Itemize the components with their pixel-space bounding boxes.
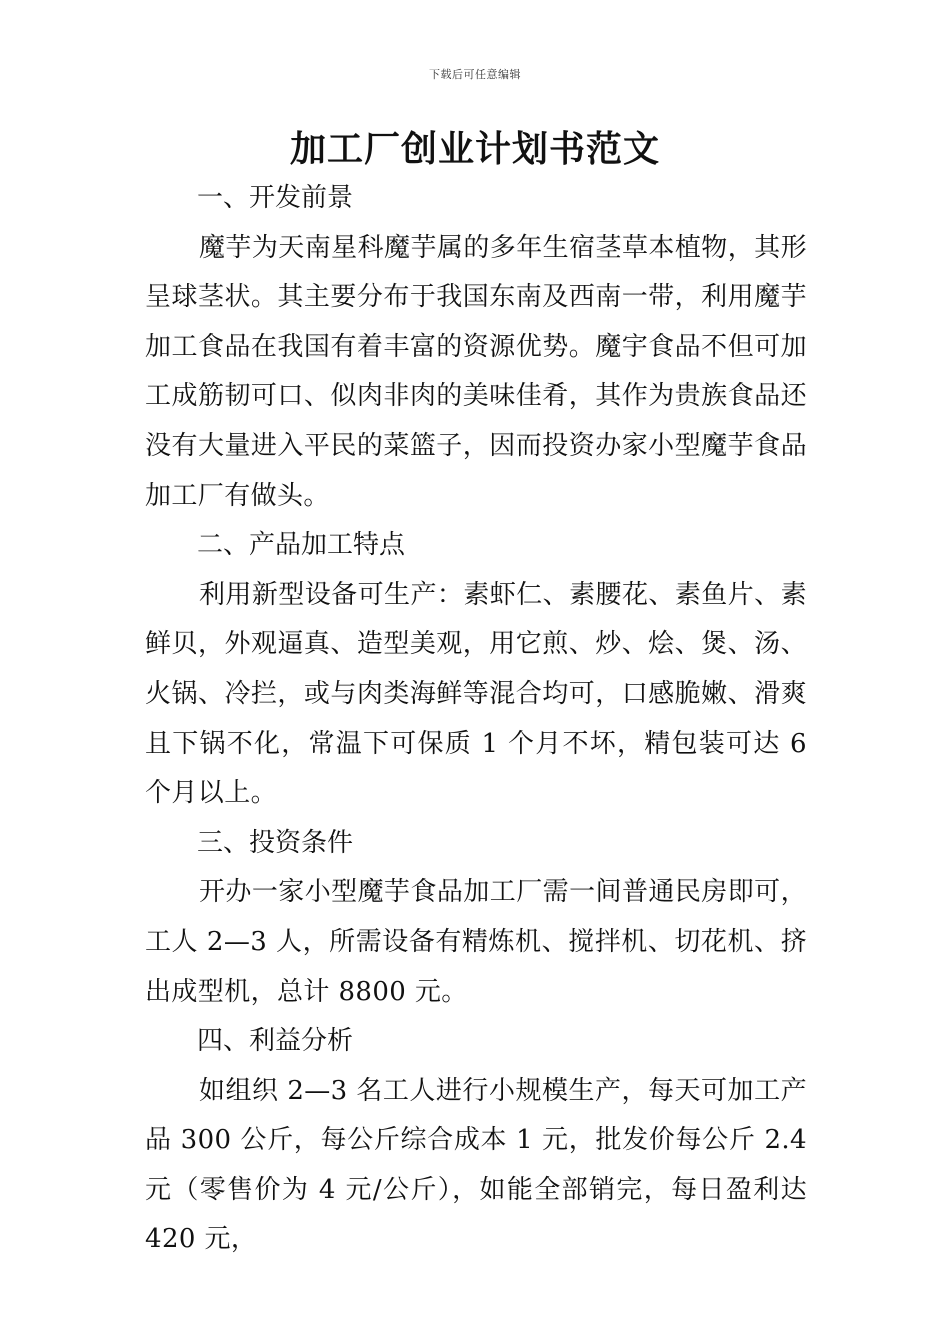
- section-heading: 四、利益分析: [197, 1026, 354, 1057]
- section-paragraph: 如组织 2—3 名工人进行小规模生产，每天可加工产品 300 公斤，每公斤综合成本 1 元，批发价每公斤 2.4 元（零售价为 4 元/公斤），如能全部销完，每日盈利达 420 元，: [145, 1075, 807, 1255]
- section-product-features: [145, 521, 807, 819]
- document-title: 加工厂创业计划书范文: [289, 129, 660, 170]
- section-investment-conditions: [145, 819, 807, 1017]
- page-header-note: 下载后可任意编辑: [429, 68, 521, 81]
- section-paragraph: 利用新型设备可生产：素虾仁、素腰花、素鱼片、素鲜贝，外观逼真、造型美观，用它煎、炒、烩、煲、汤、火锅、冷拦，或与肉类海鲜等混合均可，口感脆嫩、滑爽且下锅不化，常温下可保质 1 个月不坏，精包装可达 6 个月以上。: [145, 579, 807, 809]
- section-paragraph: 魔芋为天南星科魔芋属的多年生宿茎草本植物，其形呈球茎状。其主要分布于我国东南及西南一带，利用魔芋加工食品在我国有着丰富的资源优势。魔宇食品不但可加工成筋韧可口、似肉非肉的美味佳肴，其作为贵族食品还没有大量进入平民的菜篮子，因而投资办家小型魔芋食品加工厂有做头。: [145, 232, 807, 511]
- section-heading: 一、开发前景: [197, 183, 354, 213]
- section-heading: 二、产品加工特点: [197, 530, 406, 561]
- section-development-prospects: [145, 174, 807, 521]
- document-body: [145, 174, 807, 1265]
- section-heading: 三、投资条件: [197, 827, 354, 858]
- section-profit-analysis: [145, 1017, 807, 1265]
- section-paragraph: 开办一家小型魔芋食品加工厂需一间普通民房即可，工人 2—3 人，所需设备有精炼机、搅拌机、切花机、挤出成型机，总计 8800 元。: [145, 877, 807, 1007]
